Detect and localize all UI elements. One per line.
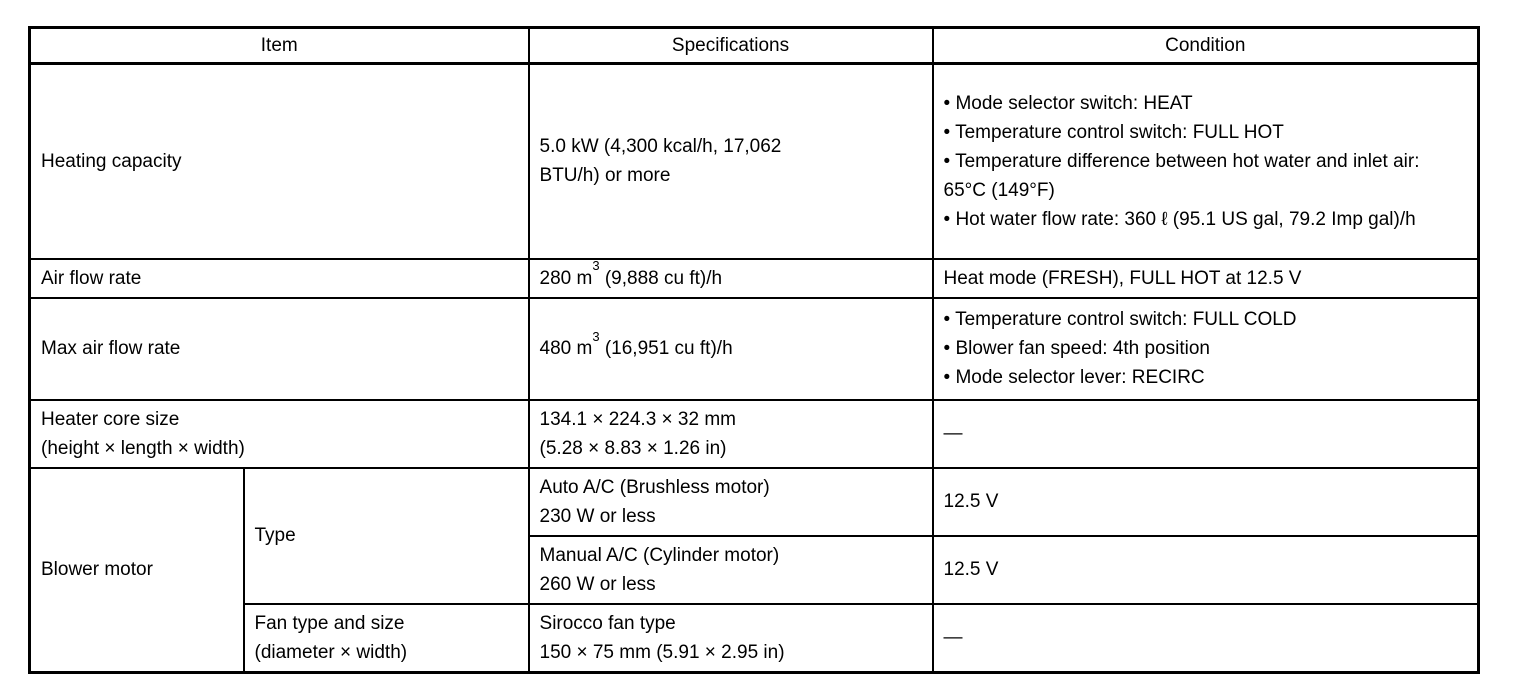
blower-motor-manual-spec-cell (529, 536, 933, 604)
superscript-3: 3 (592, 328, 600, 344)
spec-text: 480 m (539, 338, 593, 359)
table-row (30, 298, 1479, 400)
spec-line: Sirocco fan type (539, 612, 676, 634)
table-row (30, 64, 1479, 259)
heater-core-size-spec-cell (529, 400, 933, 468)
air-flow-rate-item-cell: Air flow rate (30, 259, 529, 298)
superscript-3: 3 (592, 258, 600, 274)
spec-text: (16,951 cu ft)/h (599, 338, 733, 359)
fan-type-item-cell (244, 604, 529, 673)
blower-motor-item-cell: Blower motor (30, 468, 244, 673)
condition-bullet: • Mode selector switch: HEAT (943, 92, 1193, 114)
table-row (30, 259, 1479, 298)
blower-motor-manual-condition-cell: 12.5 V (933, 536, 1479, 604)
table-row (30, 604, 1479, 673)
heating-capacity-spec-cell (529, 64, 933, 259)
condition-bullet: • Mode selector lever: RECIRC (943, 367, 1205, 388)
spec-text: (9,888 cu ft)/h (599, 267, 723, 289)
spec-line: Auto A/C (Brushless motor) (539, 476, 770, 498)
spec-line: 230 W or less (539, 505, 656, 527)
blower-motor-type-cell: Type (244, 468, 529, 604)
condition-bullet: • Temperature control switch: FULL HOT (943, 121, 1284, 143)
spec-line: 5.0 kW (4,300 kcal/h, 17,062 (539, 136, 782, 158)
fan-type-spec-cell (529, 604, 933, 673)
spec-line: 150 × 75 mm (5.91 × 2.95 in) (539, 641, 785, 663)
heater-core-size-item-cell (30, 400, 529, 468)
heater-core-size-condition-cell: — (933, 400, 1479, 468)
item-line: Fan type and size (254, 612, 405, 634)
header-condition: Condition (933, 28, 1479, 64)
max-air-flow-rate-item-cell: Max air flow rate (30, 298, 529, 400)
blower-motor-auto-spec-cell (529, 468, 933, 536)
max-air-flow-rate-spec-cell (529, 298, 933, 400)
table-header-row (30, 28, 1479, 64)
heating-capacity-condition-cell (933, 64, 1479, 259)
condition-bullet: • Hot water flow rate: 360 ℓ (95.1 US gal, 79.2 Imp gal)/h (943, 208, 1416, 230)
table-row (30, 400, 1479, 468)
spec-line: Manual A/C (Cylinder motor) (539, 544, 780, 566)
item-line: (diameter × width) (254, 641, 408, 663)
spec-line: 134.1 × 224.3 × 32 mm (539, 408, 736, 430)
table-row (30, 468, 1479, 536)
spec-text: 280 m (539, 267, 593, 289)
air-flow-rate-spec-cell (529, 259, 933, 298)
condition-bullet: • Temperature difference between hot water and inlet air: 65°C (149°F) (943, 150, 1420, 201)
fan-type-condition-cell: — (933, 604, 1479, 673)
header-item: Item (30, 28, 529, 64)
condition-bullet: • Temperature control switch: FULL COLD (943, 309, 1297, 330)
spec-line: BTU/h) or more (539, 165, 671, 187)
spec-line: (5.28 × 8.83 × 1.26 in) (539, 437, 727, 459)
air-flow-rate-condition-cell: Heat mode (FRESH), FULL HOT at 12.5 V (933, 259, 1479, 298)
specifications-table (28, 26, 1480, 674)
item-line: (height × length × width) (41, 437, 245, 459)
spec-line: 260 W or less (539, 573, 656, 595)
header-specifications: Specifications (529, 28, 933, 64)
blower-motor-auto-condition-cell: 12.5 V (933, 468, 1479, 536)
condition-bullet: • Blower fan speed: 4th position (943, 338, 1210, 359)
item-line: Heater core size (41, 408, 180, 430)
max-air-flow-rate-condition-cell (933, 298, 1479, 400)
heating-capacity-item-cell: Heating capacity (30, 64, 529, 259)
